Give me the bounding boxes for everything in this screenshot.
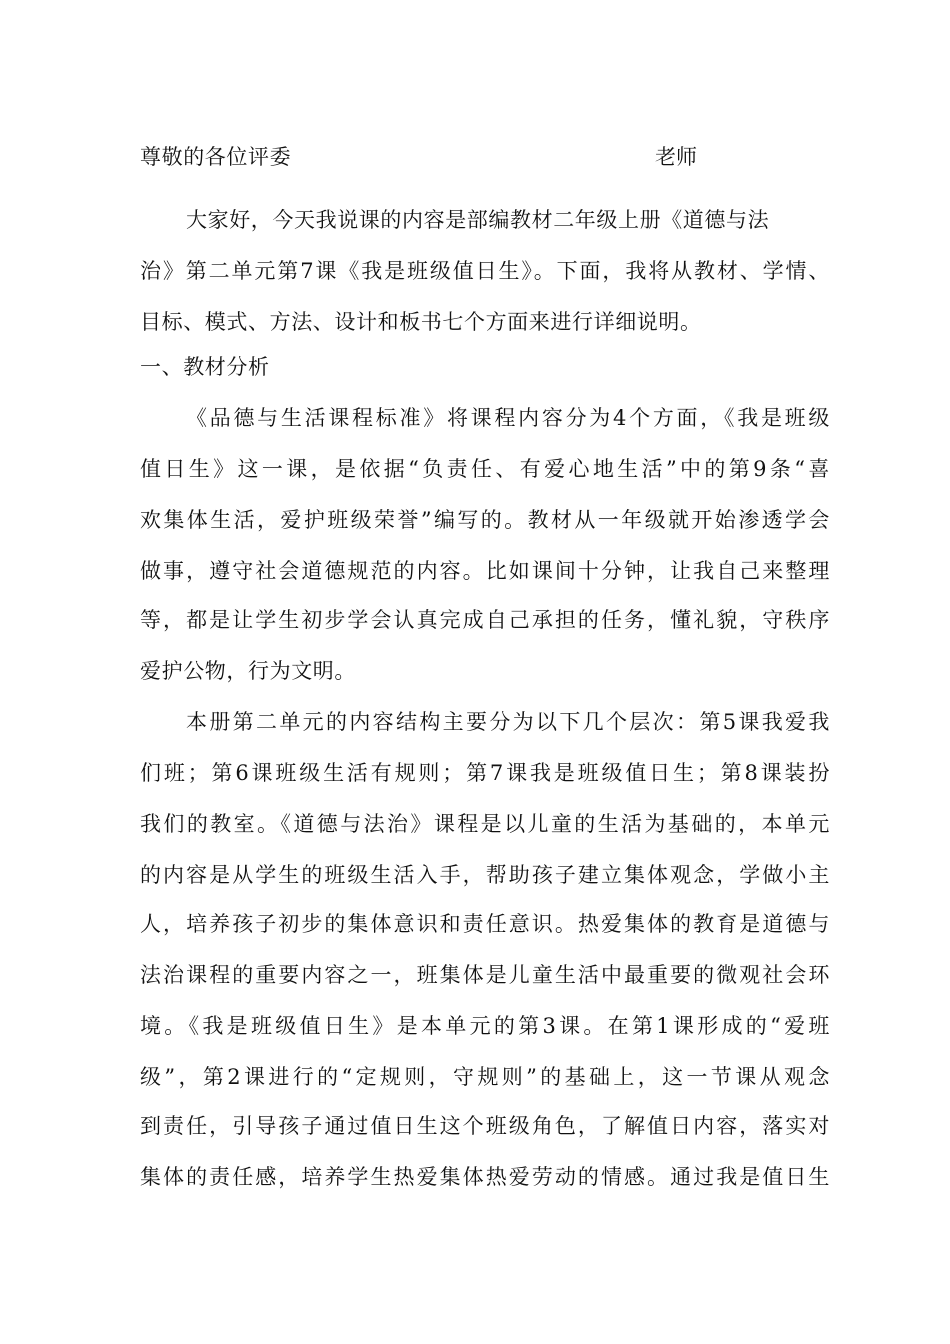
paragraph-line: 我们的教室。《道德与法治》课程是以儿童的生活为基础的，本单元: [140, 812, 830, 836]
paragraph-line: 法治课程的重要内容之一，班集体是儿童生活中最重要的微观社会环: [140, 963, 830, 987]
paragraph-line: 爱护公物，行为文明。: [140, 659, 356, 683]
paragraph-line: 治》第二单元第7课《我是班级值日生》。下面，我将从教材、学情、: [140, 259, 830, 283]
salutation-left: 尊敬的各位评委: [140, 145, 292, 169]
paragraph-line: 们班；第6课班级生活有规则；第7课我是班级值日生；第8课装扮: [140, 761, 830, 785]
paragraph-line: 《品德与生活课程标准》将课程内容分为4个方面，《我是班级: [186, 406, 830, 430]
paragraph-line: 的内容是从学生的班级生活入手，帮助孩子建立集体观念，学做小主: [140, 863, 830, 887]
paragraph-line: 目标、模式、方法、设计和板书七个方面来进行详细说明。: [140, 310, 702, 334]
paragraph-line: 欢集体生活，爱护班级荣誉”编写的。教材从一年级就开始渗透学会: [140, 508, 830, 532]
paragraph-line: 大家好，今天我说课的内容是部编教材二年级上册《道德与法: [186, 208, 770, 232]
paragraph-line: 级”，第2课进行的“定规则，守规则”的基础上，这一节课从观念: [140, 1065, 830, 1089]
paragraph-line: 到责任，引导孩子通过值日生这个班级角色，了解值日内容，落实对: [140, 1114, 830, 1138]
paragraph-line: 境。《我是班级值日生》是本单元的第3课。在第1课形成的“爱班: [140, 1014, 830, 1038]
paragraph-line: 本册第二单元的内容结构主要分为以下几个层次：第5课我爱我: [186, 710, 830, 734]
paragraph-line: 人，培养孩子初步的集体意识和责任意识。热爱集体的教育是道德与: [140, 912, 830, 936]
paragraph-line: 等，都是让学生初步学会认真完成自己承担的任务，懂礼貌，守秩序: [140, 608, 830, 632]
section-heading: 一、教材分析: [140, 355, 270, 379]
paragraph-line: 值日生》这一课，是依据“负责任、有爱心地生活”中的第9条“喜: [140, 457, 830, 481]
salutation-right: 老师: [655, 145, 697, 169]
paragraph-line: 集体的责任感，培养学生热爱集体热爱劳动的情感。通过我是值日生: [140, 1165, 830, 1189]
paragraph-line: 做事，遵守社会道德规范的内容。比如课间十分钟，让我自己来整理: [140, 559, 830, 583]
